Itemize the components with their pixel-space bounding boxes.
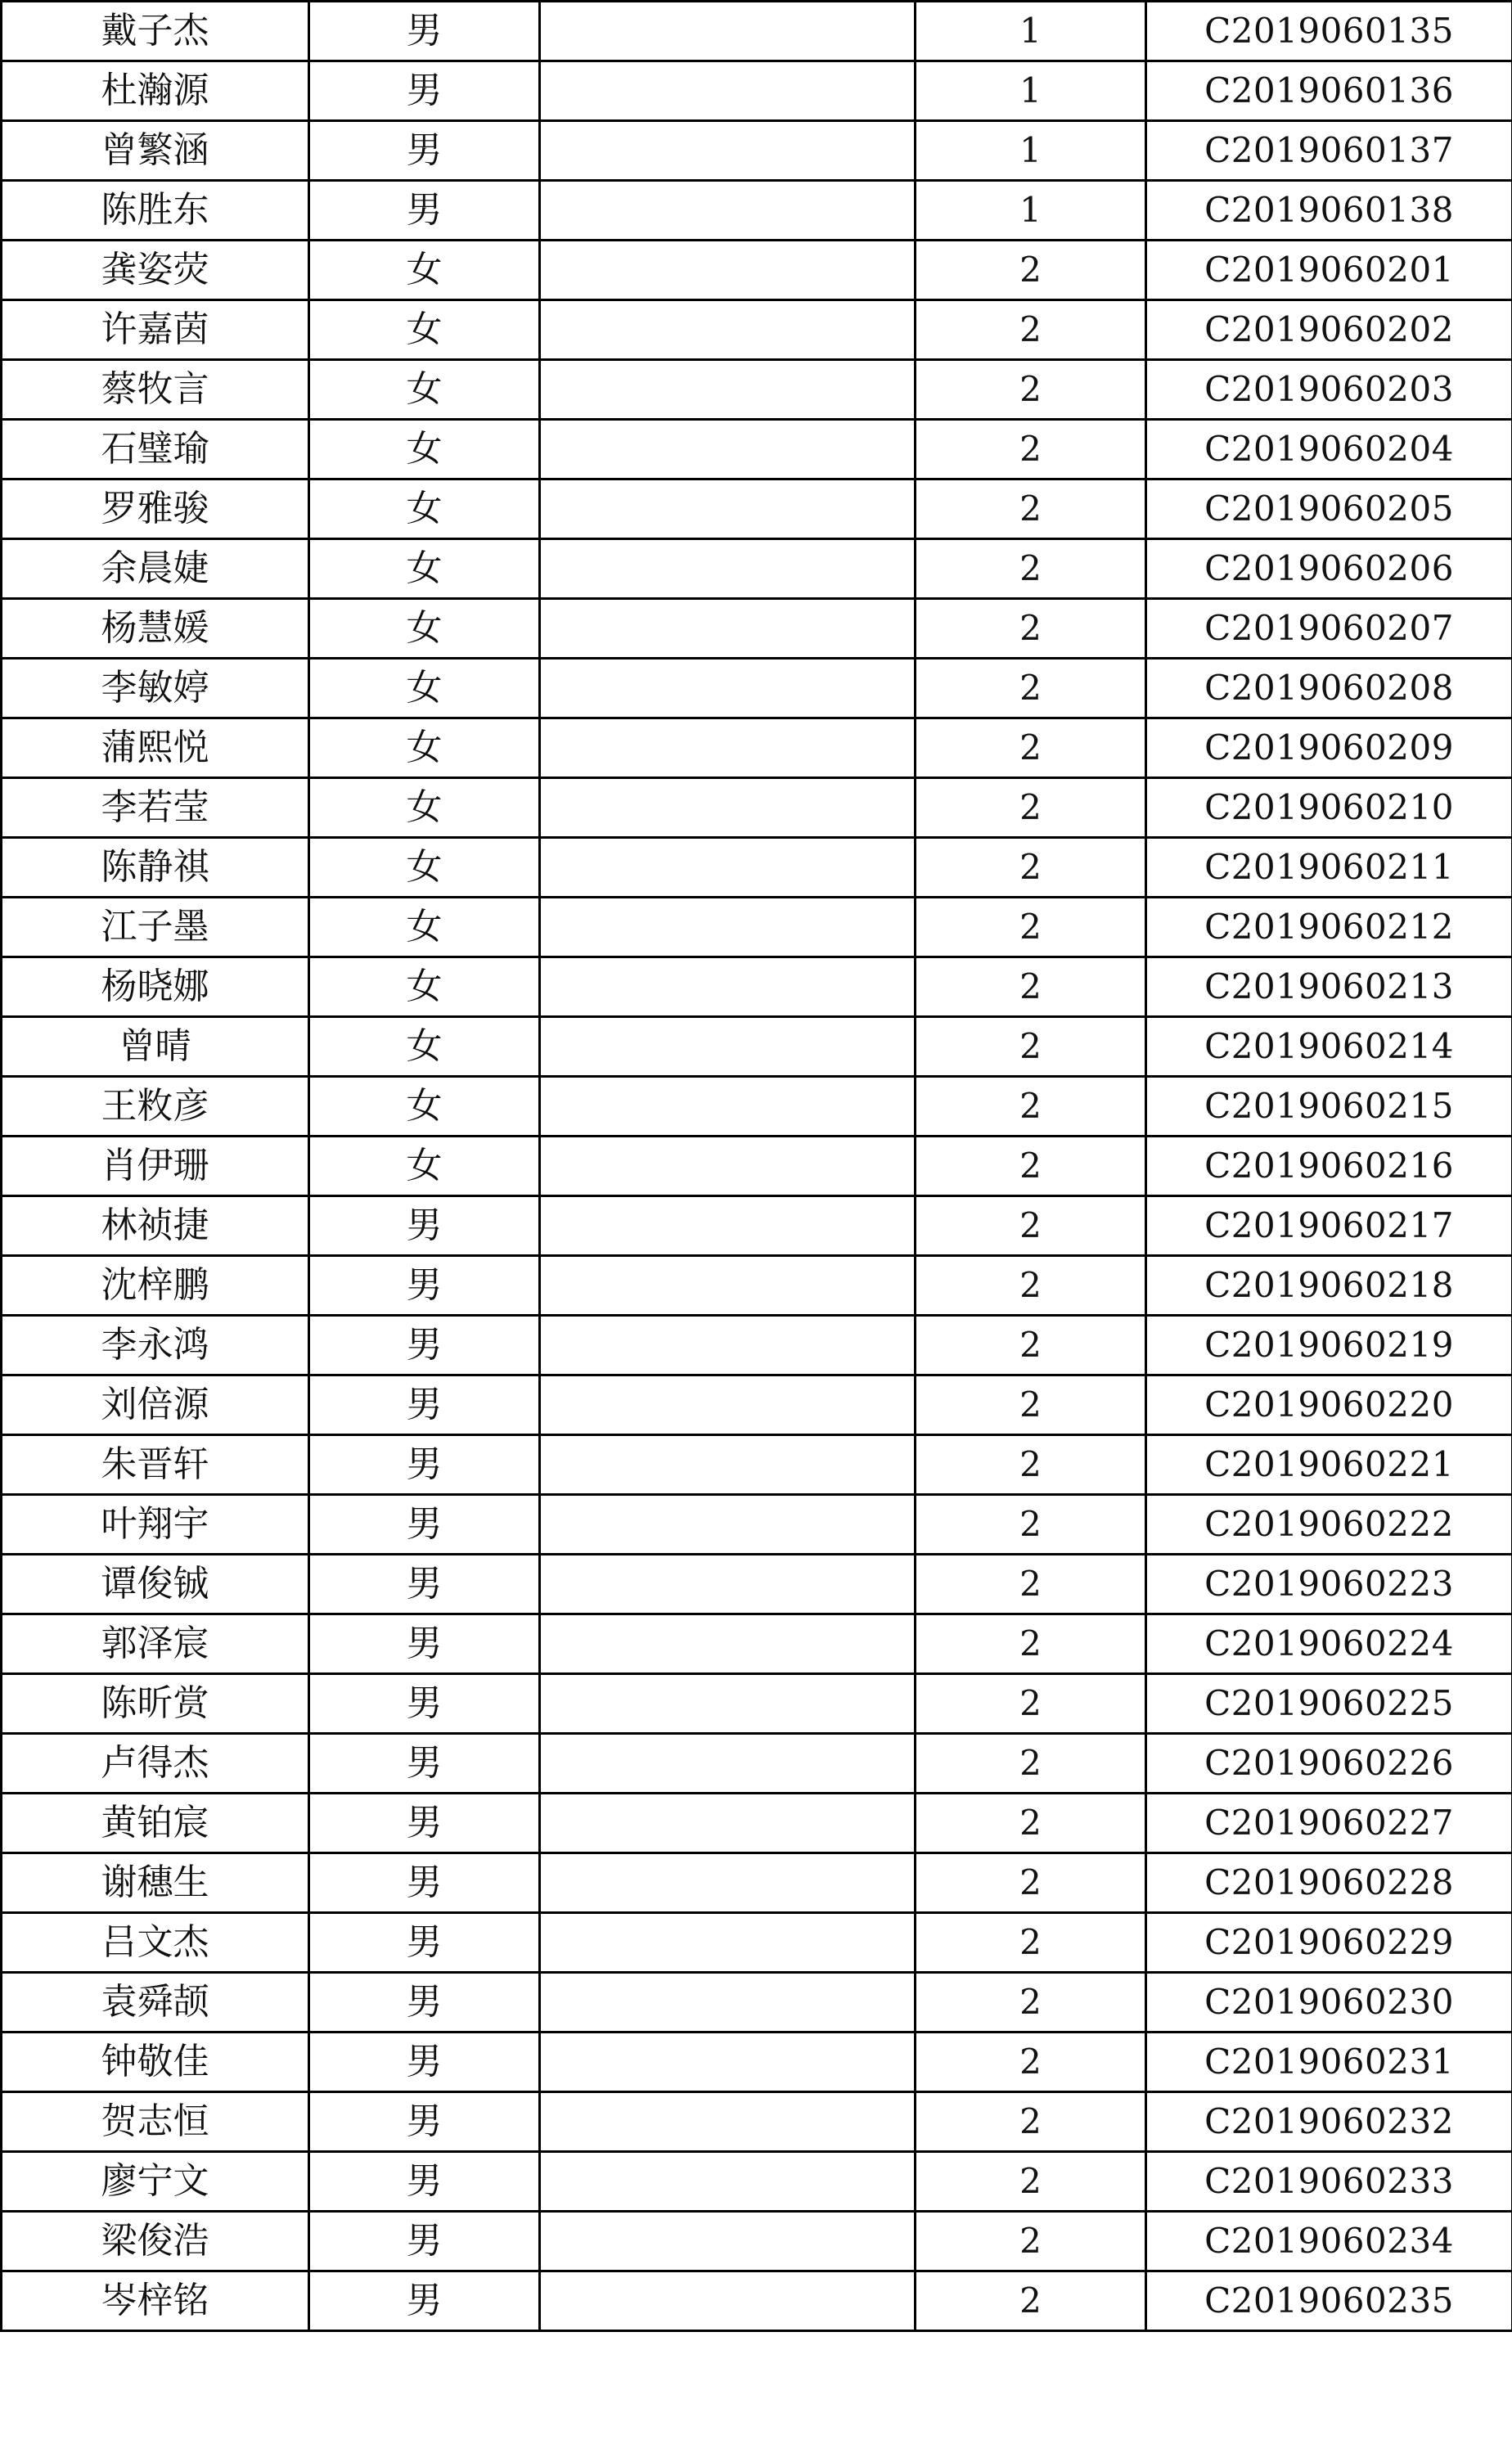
table-row — [2, 479, 1512, 539]
table-row — [2, 1973, 1512, 2033]
student-id-cell: C2019060136 — [1146, 61, 1512, 121]
class-number-cell: 2 — [916, 1375, 1146, 1435]
table-row — [2, 121, 1512, 181]
student-id-cell: C2019060230 — [1146, 1973, 1512, 2033]
student-name-cell: 肖伊珊 — [2, 1137, 309, 1196]
student-id-cell: C2019060209 — [1146, 718, 1512, 778]
table-row — [2, 2092, 1512, 2152]
class-number-cell: 2 — [916, 1196, 1146, 1256]
student-id-cell: C2019060222 — [1146, 1495, 1512, 1555]
table-row — [2, 1555, 1512, 1614]
student-id-cell: C2019060221 — [1146, 1435, 1512, 1495]
student-name-cell: 林祯捷 — [2, 1196, 309, 1256]
student-id-cell: C2019060135 — [1146, 2, 1512, 61]
student-id-cell: C2019060211 — [1146, 838, 1512, 898]
blank-cell — [540, 420, 916, 479]
gender-cell: 男 — [309, 1674, 540, 1734]
blank-cell — [540, 2212, 916, 2271]
gender-cell: 女 — [309, 300, 540, 360]
student-name-cell: 谢穗生 — [2, 1853, 309, 1913]
student-id-cell: C2019060214 — [1146, 1017, 1512, 1077]
student-name-cell: 贺志恒 — [2, 2092, 309, 2152]
gender-cell: 男 — [309, 2271, 540, 2331]
roster-body — [2, 2, 1512, 2331]
gender-cell: 女 — [309, 1137, 540, 1196]
table-row — [2, 300, 1512, 360]
table-row — [2, 2033, 1512, 2092]
student-id-cell: C2019060219 — [1146, 1316, 1512, 1375]
class-number-cell: 2 — [916, 2152, 1146, 2212]
blank-cell — [540, 1794, 916, 1853]
student-id-cell: C2019060212 — [1146, 898, 1512, 957]
table-row — [2, 1316, 1512, 1375]
student-name-cell: 蒲熙悦 — [2, 718, 309, 778]
gender-cell: 男 — [309, 2033, 540, 2092]
student-name-cell: 郭泽宸 — [2, 1614, 309, 1674]
student-id-cell: C2019060207 — [1146, 599, 1512, 659]
table-row — [2, 778, 1512, 838]
table-row — [2, 241, 1512, 300]
table-row — [2, 659, 1512, 718]
class-number-cell: 2 — [916, 420, 1146, 479]
student-id-cell: C2019060205 — [1146, 479, 1512, 539]
blank-cell — [540, 599, 916, 659]
gender-cell: 女 — [309, 1017, 540, 1077]
blank-cell — [540, 718, 916, 778]
student-id-cell: C2019060220 — [1146, 1375, 1512, 1435]
gender-cell: 女 — [309, 957, 540, 1017]
class-number-cell: 2 — [916, 1316, 1146, 1375]
blank-cell — [540, 1674, 916, 1734]
table-row — [2, 2, 1512, 61]
class-number-cell: 2 — [916, 1734, 1146, 1794]
student-name-cell: 江子墨 — [2, 898, 309, 957]
student-id-cell: C2019060215 — [1146, 1077, 1512, 1137]
table-row — [2, 2212, 1512, 2271]
gender-cell: 男 — [309, 121, 540, 181]
gender-cell: 男 — [309, 2, 540, 61]
table-row — [2, 1794, 1512, 1853]
table-row — [2, 1614, 1512, 1674]
student-id-cell: C2019060223 — [1146, 1555, 1512, 1614]
student-name-cell: 杜瀚源 — [2, 61, 309, 121]
student-id-cell: C2019060203 — [1146, 360, 1512, 420]
student-name-cell: 戴子杰 — [2, 2, 309, 61]
table-row — [2, 718, 1512, 778]
table-row — [2, 898, 1512, 957]
gender-cell: 男 — [309, 61, 540, 121]
gender-cell: 男 — [309, 1495, 540, 1555]
table-row — [2, 599, 1512, 659]
blank-cell — [540, 2092, 916, 2152]
class-number-cell: 2 — [916, 1077, 1146, 1137]
class-number-cell: 2 — [916, 2092, 1146, 2152]
gender-cell: 男 — [309, 1316, 540, 1375]
blank-cell — [540, 121, 916, 181]
class-number-cell: 2 — [916, 1256, 1146, 1316]
student-id-cell: C2019060217 — [1146, 1196, 1512, 1256]
class-number-cell: 2 — [916, 838, 1146, 898]
student-name-cell: 吕文杰 — [2, 1913, 309, 1973]
class-number-cell: 2 — [916, 2212, 1146, 2271]
student-name-cell: 曾繁涵 — [2, 121, 309, 181]
student-id-cell: C2019060216 — [1146, 1137, 1512, 1196]
student-name-cell: 王敉彦 — [2, 1077, 309, 1137]
student-id-cell: C2019060137 — [1146, 121, 1512, 181]
gender-cell: 男 — [309, 1853, 540, 1913]
table-row — [2, 360, 1512, 420]
student-name-cell: 曾晴 — [2, 1017, 309, 1077]
gender-cell: 男 — [309, 2092, 540, 2152]
gender-cell: 女 — [309, 539, 540, 599]
table-row — [2, 1196, 1512, 1256]
student-name-cell: 朱晋轩 — [2, 1435, 309, 1495]
student-id-cell: C2019060235 — [1146, 2271, 1512, 2331]
blank-cell — [540, 1137, 916, 1196]
table-row — [2, 957, 1512, 1017]
student-name-cell: 李永鸿 — [2, 1316, 309, 1375]
blank-cell — [540, 778, 916, 838]
student-name-cell: 石璧瑜 — [2, 420, 309, 479]
gender-cell: 男 — [309, 1734, 540, 1794]
class-number-cell: 2 — [916, 659, 1146, 718]
gender-cell: 男 — [309, 1794, 540, 1853]
table-row — [2, 2271, 1512, 2331]
student-id-cell: C2019060224 — [1146, 1614, 1512, 1674]
blank-cell — [540, 181, 916, 241]
blank-cell — [540, 1375, 916, 1435]
table-row — [2, 181, 1512, 241]
blank-cell — [540, 2271, 916, 2331]
gender-cell: 女 — [309, 1077, 540, 1137]
gender-cell: 女 — [309, 420, 540, 479]
student-id-cell: C2019060202 — [1146, 300, 1512, 360]
class-number-cell: 2 — [916, 1555, 1146, 1614]
blank-cell — [540, 1853, 916, 1913]
blank-cell — [540, 1256, 916, 1316]
student-name-cell: 刘倍源 — [2, 1375, 309, 1435]
student-name-cell: 蔡牧言 — [2, 360, 309, 420]
class-number-cell: 2 — [916, 360, 1146, 420]
class-number-cell: 2 — [916, 1913, 1146, 1973]
gender-cell: 男 — [309, 2152, 540, 2212]
blank-cell — [540, 898, 916, 957]
blank-cell — [540, 539, 916, 599]
class-number-cell: 1 — [916, 61, 1146, 121]
gender-cell: 男 — [309, 1435, 540, 1495]
class-number-cell: 2 — [916, 1973, 1146, 2033]
student-name-cell: 罗雅骏 — [2, 479, 309, 539]
student-id-cell: C2019060210 — [1146, 778, 1512, 838]
blank-cell — [540, 479, 916, 539]
student-name-cell: 陈胜东 — [2, 181, 309, 241]
student-name-cell: 叶翔宇 — [2, 1495, 309, 1555]
student-name-cell: 袁舜颉 — [2, 1973, 309, 2033]
student-id-cell: C2019060201 — [1146, 241, 1512, 300]
table-row — [2, 1137, 1512, 1196]
student-id-cell: C2019060206 — [1146, 539, 1512, 599]
student-name-cell: 李敏婷 — [2, 659, 309, 718]
class-number-cell: 1 — [916, 181, 1146, 241]
student-id-cell: C2019060234 — [1146, 2212, 1512, 2271]
class-number-cell: 2 — [916, 1794, 1146, 1853]
gender-cell: 女 — [309, 659, 540, 718]
student-name-cell: 谭俊铖 — [2, 1555, 309, 1614]
student-name-cell: 杨晓娜 — [2, 957, 309, 1017]
student-name-cell: 许嘉茵 — [2, 300, 309, 360]
student-name-cell: 陈昕赏 — [2, 1674, 309, 1734]
student-name-cell: 钟敬佳 — [2, 2033, 309, 2092]
student-name-cell: 岑梓铭 — [2, 2271, 309, 2331]
class-number-cell: 2 — [916, 1853, 1146, 1913]
student-name-cell: 梁俊浩 — [2, 2212, 309, 2271]
gender-cell: 女 — [309, 479, 540, 539]
blank-cell — [540, 1734, 916, 1794]
gender-cell: 男 — [309, 1973, 540, 2033]
class-number-cell: 2 — [916, 1137, 1146, 1196]
class-number-cell: 2 — [916, 1435, 1146, 1495]
blank-cell — [540, 1913, 916, 1973]
blank-cell — [540, 360, 916, 420]
student-id-cell: C2019060225 — [1146, 1674, 1512, 1734]
class-number-cell: 1 — [916, 121, 1146, 181]
class-number-cell: 2 — [916, 2271, 1146, 2331]
table-row — [2, 539, 1512, 599]
gender-cell: 女 — [309, 241, 540, 300]
blank-cell — [540, 61, 916, 121]
student-name-cell: 余晨婕 — [2, 539, 309, 599]
blank-cell — [540, 2, 916, 61]
student-id-cell: C2019060232 — [1146, 2092, 1512, 2152]
blank-cell — [540, 1435, 916, 1495]
blank-cell — [540, 2033, 916, 2092]
class-number-cell: 2 — [916, 778, 1146, 838]
blank-cell — [540, 1614, 916, 1674]
class-number-cell: 1 — [916, 2, 1146, 61]
class-number-cell: 2 — [916, 718, 1146, 778]
student-name-cell: 陈静祺 — [2, 838, 309, 898]
table-row — [2, 1375, 1512, 1435]
gender-cell: 女 — [309, 838, 540, 898]
gender-cell: 女 — [309, 898, 540, 957]
table-row — [2, 1913, 1512, 1973]
gender-cell: 女 — [309, 718, 540, 778]
table-row — [2, 1256, 1512, 1316]
student-id-cell: C2019060204 — [1146, 420, 1512, 479]
class-number-cell: 2 — [916, 479, 1146, 539]
table-row — [2, 1674, 1512, 1734]
class-number-cell: 2 — [916, 1017, 1146, 1077]
class-number-cell: 2 — [916, 241, 1146, 300]
blank-cell — [540, 241, 916, 300]
student-id-cell: C2019060227 — [1146, 1794, 1512, 1853]
table-row — [2, 1734, 1512, 1794]
student-id-cell: C2019060208 — [1146, 659, 1512, 718]
blank-cell — [540, 838, 916, 898]
student-name-cell: 廖宁文 — [2, 2152, 309, 2212]
class-number-cell: 2 — [916, 1674, 1146, 1734]
class-number-cell: 2 — [916, 1495, 1146, 1555]
blank-cell — [540, 1196, 916, 1256]
blank-cell — [540, 1077, 916, 1137]
blank-cell — [540, 2152, 916, 2212]
table-row — [2, 61, 1512, 121]
student-name-cell: 黄铂宸 — [2, 1794, 309, 1853]
student-id-cell: C2019060138 — [1146, 181, 1512, 241]
class-number-cell: 2 — [916, 898, 1146, 957]
student-id-cell: C2019060213 — [1146, 957, 1512, 1017]
blank-cell — [540, 1495, 916, 1555]
gender-cell: 男 — [309, 1375, 540, 1435]
student-id-cell: C2019060233 — [1146, 2152, 1512, 2212]
table-row — [2, 2152, 1512, 2212]
student-name-cell: 沈梓鹏 — [2, 1256, 309, 1316]
blank-cell — [540, 300, 916, 360]
blank-cell — [540, 1973, 916, 2033]
student-id-cell: C2019060218 — [1146, 1256, 1512, 1316]
class-number-cell: 2 — [916, 539, 1146, 599]
blank-cell — [540, 1316, 916, 1375]
blank-cell — [540, 659, 916, 718]
student-name-cell: 李若莹 — [2, 778, 309, 838]
student-name-cell: 龚姿荧 — [2, 241, 309, 300]
student-id-cell: C2019060229 — [1146, 1913, 1512, 1973]
class-number-cell: 2 — [916, 1614, 1146, 1674]
class-number-cell: 2 — [916, 2033, 1146, 2092]
table-row — [2, 420, 1512, 479]
class-number-cell: 2 — [916, 599, 1146, 659]
gender-cell: 女 — [309, 360, 540, 420]
table-row — [2, 1495, 1512, 1555]
gender-cell: 男 — [309, 1196, 540, 1256]
student-name-cell: 卢得杰 — [2, 1734, 309, 1794]
blank-cell — [540, 1555, 916, 1614]
gender-cell: 男 — [309, 1614, 540, 1674]
student-id-cell: C2019060231 — [1146, 2033, 1512, 2092]
student-id-cell: C2019060226 — [1146, 1734, 1512, 1794]
table-row — [2, 838, 1512, 898]
gender-cell: 男 — [309, 1256, 540, 1316]
student-name-cell: 杨慧媛 — [2, 599, 309, 659]
table-row — [2, 1077, 1512, 1137]
gender-cell: 女 — [309, 778, 540, 838]
gender-cell: 男 — [309, 1913, 540, 1973]
class-number-cell: 2 — [916, 300, 1146, 360]
blank-cell — [540, 1017, 916, 1077]
table-row — [2, 1435, 1512, 1495]
gender-cell: 男 — [309, 181, 540, 241]
table-row — [2, 1853, 1512, 1913]
table-row — [2, 1017, 1512, 1077]
student-id-cell: C2019060228 — [1146, 1853, 1512, 1913]
blank-cell — [540, 957, 916, 1017]
gender-cell: 男 — [309, 2212, 540, 2271]
gender-cell: 女 — [309, 599, 540, 659]
gender-cell: 男 — [309, 1555, 540, 1614]
class-number-cell: 2 — [916, 957, 1146, 1017]
